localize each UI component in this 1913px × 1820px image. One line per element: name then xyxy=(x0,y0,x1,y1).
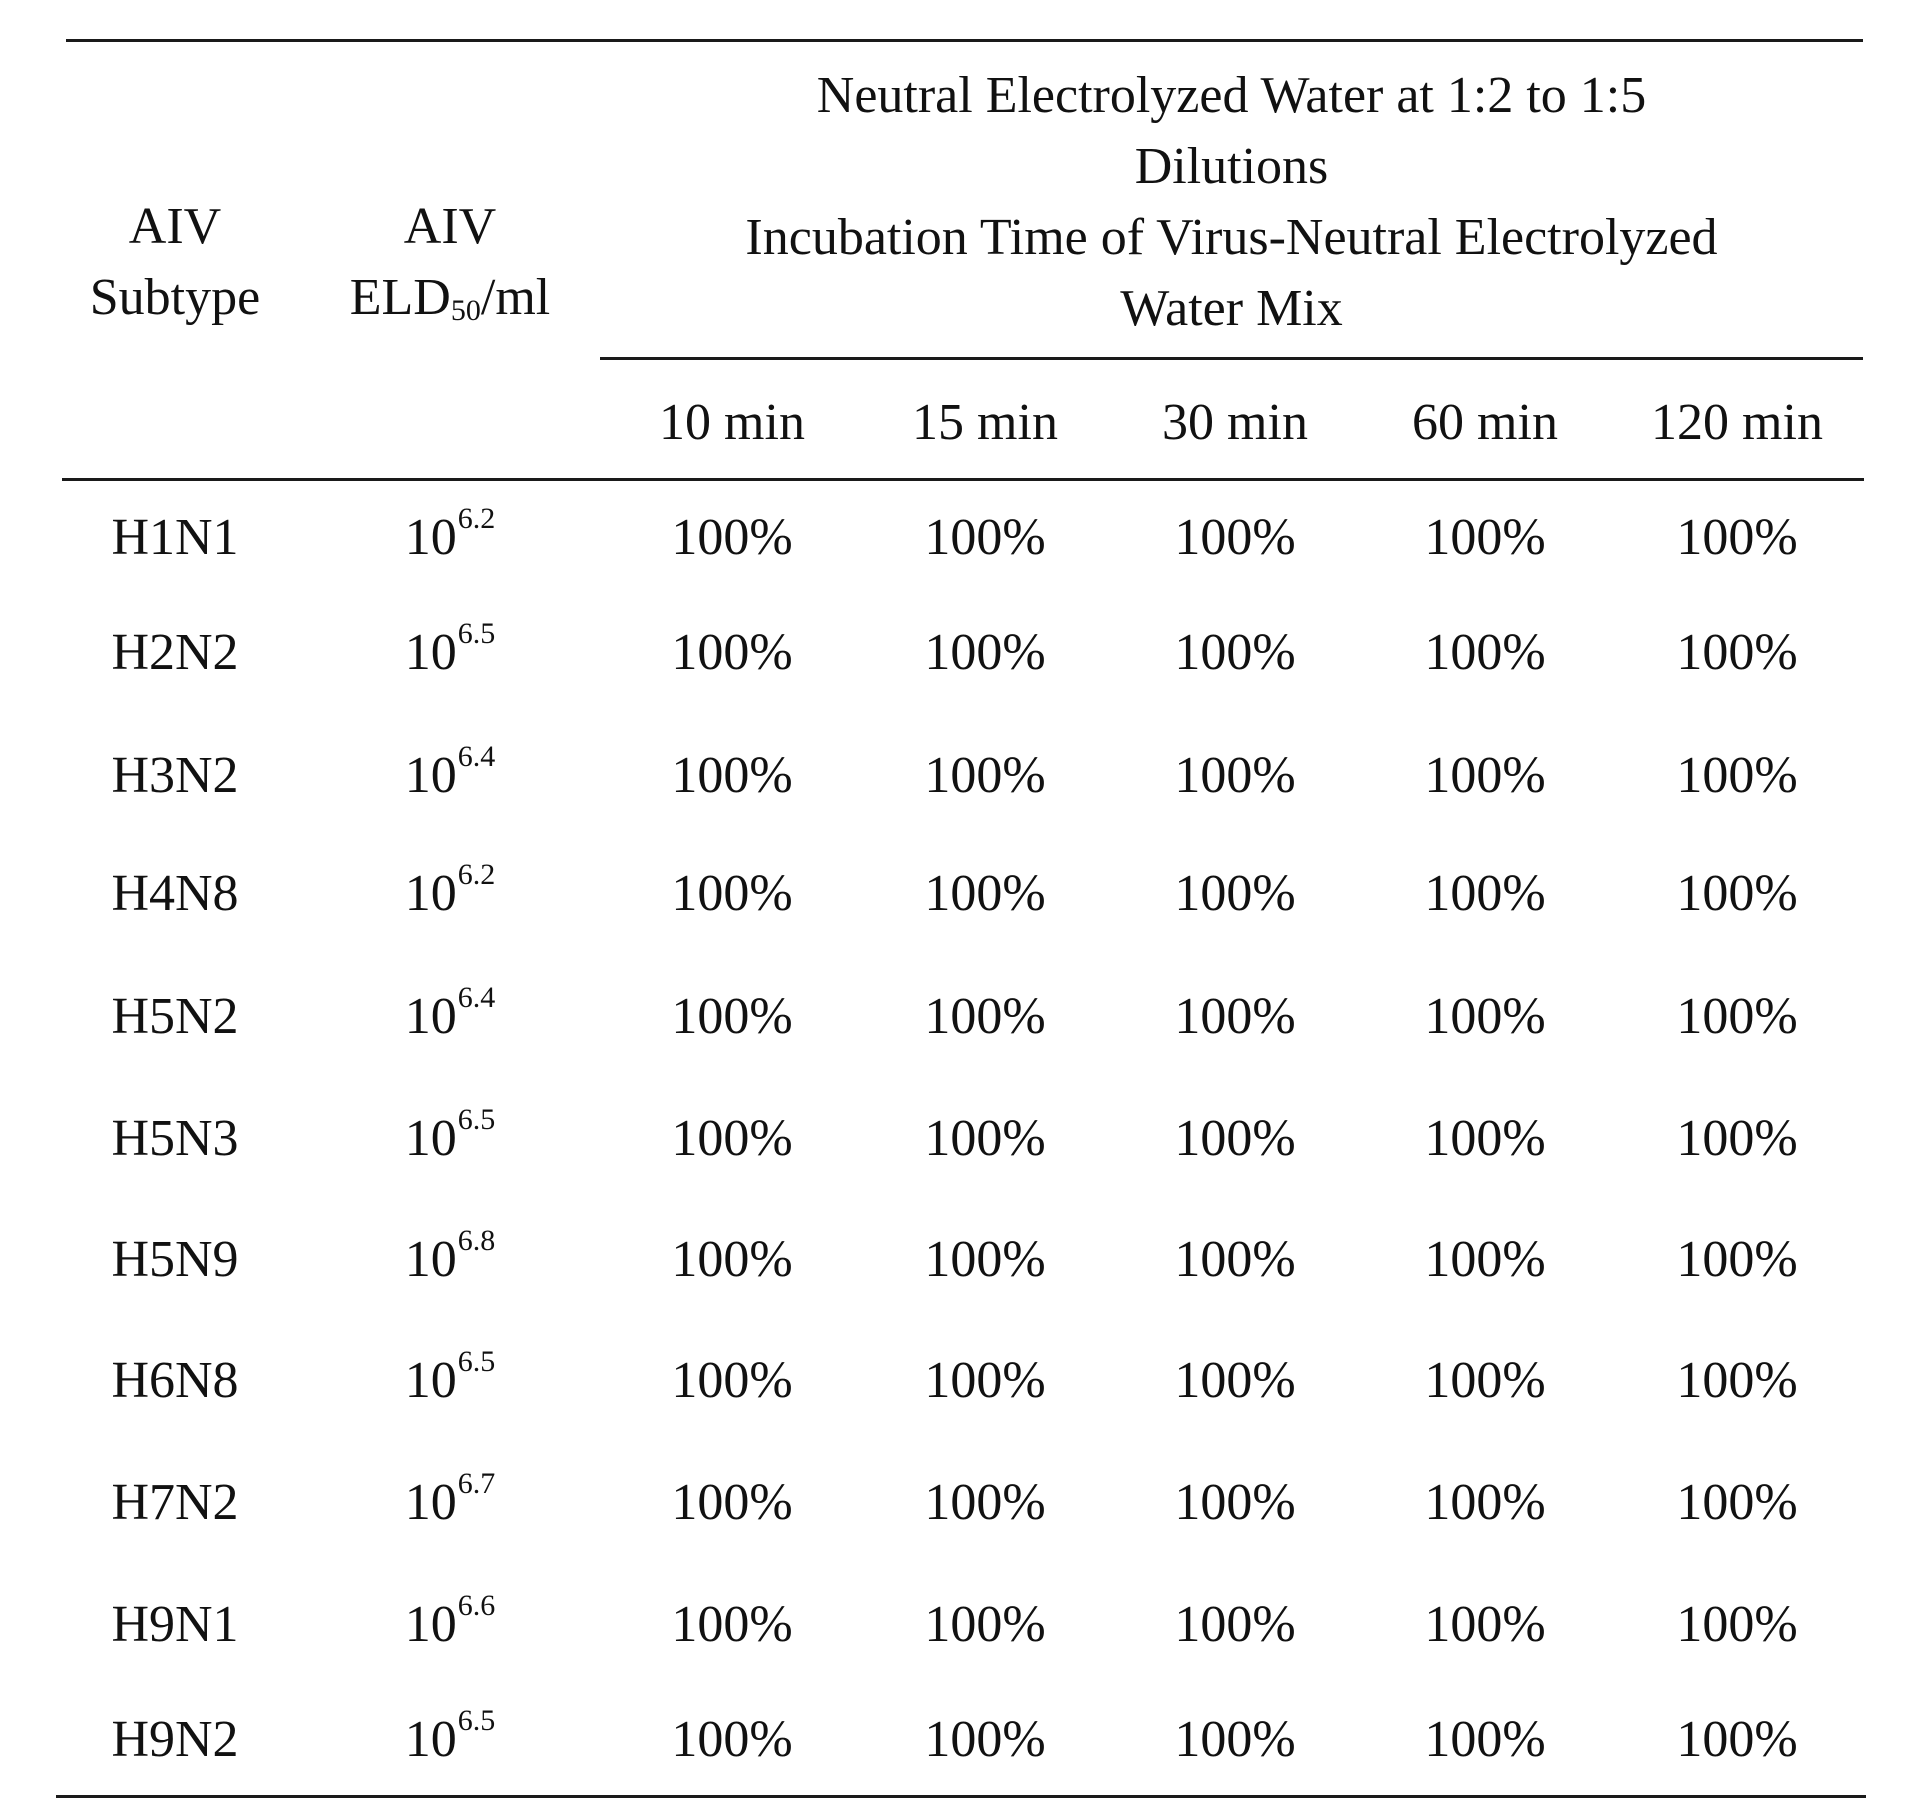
cell-inactivation: 100% xyxy=(1424,1474,1546,1531)
cell-inactivation: 100% xyxy=(671,624,793,681)
header-subtype-line1: AIV xyxy=(128,198,222,255)
cell-inactivation: 100% xyxy=(1424,1352,1546,1409)
cell-inactivation: 100% xyxy=(1676,509,1798,566)
cell-inactivation: 100% xyxy=(924,1474,1046,1531)
cell-inactivation: 100% xyxy=(1424,509,1546,566)
cell-inactivation: 100% xyxy=(671,1596,793,1653)
cell-inactivation: 100% xyxy=(924,1596,1046,1653)
cell-eld xyxy=(305,503,595,573)
cell-eld xyxy=(305,1225,595,1295)
cell-eld xyxy=(305,618,595,688)
cell-subtype: H4N8 xyxy=(111,865,239,922)
cell-eld-base: 10 xyxy=(404,988,457,1045)
cell-inactivation: 100% xyxy=(671,865,793,922)
cell-eld-exponent: 6.6 xyxy=(457,1589,496,1622)
cell-inactivation: 100% xyxy=(1174,1110,1296,1167)
cell-subtype: H5N3 xyxy=(111,1110,239,1167)
cell-inactivation: 100% xyxy=(1424,1596,1546,1653)
cell-inactivation: 100% xyxy=(1676,624,1798,681)
cell-inactivation: 100% xyxy=(1174,747,1296,804)
cell-eld-base: 10 xyxy=(404,1711,457,1768)
cell-inactivation: 100% xyxy=(671,1110,793,1167)
cell-eld xyxy=(305,741,595,811)
cell-inactivation: 100% xyxy=(924,509,1046,566)
cell-eld-base: 10 xyxy=(404,1110,457,1167)
cell-eld-base: 10 xyxy=(404,1352,457,1409)
cell-inactivation: 100% xyxy=(1424,1110,1546,1167)
header-group-line2: Dilutions xyxy=(1134,138,1329,195)
cell-inactivation: 100% xyxy=(1424,1231,1546,1288)
cell-inactivation: 100% xyxy=(1676,1110,1798,1167)
cell-inactivation: 100% xyxy=(1174,1474,1296,1531)
header-group xyxy=(600,60,1863,344)
cell-eld-exponent: 6.5 xyxy=(457,1103,496,1136)
cell-inactivation: 100% xyxy=(671,988,793,1045)
header-time: 15 min xyxy=(912,394,1058,451)
header-eld-unit: /ml xyxy=(480,269,551,326)
cell-inactivation: 100% xyxy=(1174,988,1296,1045)
cell-eld-exponent: 6.2 xyxy=(457,502,496,535)
cell-eld xyxy=(305,859,595,929)
cell-subtype: H1N1 xyxy=(111,509,239,566)
cell-subtype: H6N8 xyxy=(111,1352,239,1409)
cell-eld xyxy=(305,1346,595,1416)
header-eld-line1: AIV xyxy=(403,198,497,255)
cell-subtype: H5N9 xyxy=(111,1231,239,1288)
cell-eld-exponent: 6.4 xyxy=(457,981,496,1014)
cell-inactivation: 100% xyxy=(924,747,1046,804)
cell-eld-base: 10 xyxy=(404,865,457,922)
cell-inactivation: 100% xyxy=(671,1231,793,1288)
cell-eld xyxy=(305,1705,595,1775)
cell-eld-exponent: 6.5 xyxy=(457,1704,496,1737)
cell-inactivation: 100% xyxy=(1676,1711,1798,1768)
cell-inactivation: 100% xyxy=(1174,509,1296,566)
cell-inactivation: 100% xyxy=(671,509,793,566)
cell-eld-base: 10 xyxy=(404,1596,457,1653)
header-subtype xyxy=(55,191,295,333)
cell-eld-exponent: 6.2 xyxy=(457,858,496,891)
cell-inactivation: 100% xyxy=(924,1352,1046,1409)
cell-eld-base: 10 xyxy=(404,747,457,804)
cell-inactivation: 100% xyxy=(1174,1231,1296,1288)
header-eld-subscript: 50 xyxy=(450,294,481,327)
cell-subtype: H3N2 xyxy=(111,747,239,804)
cell-inactivation: 100% xyxy=(1676,1596,1798,1653)
cell-inactivation: 100% xyxy=(1676,988,1798,1045)
cell-inactivation: 100% xyxy=(1174,1352,1296,1409)
cell-eld-base: 10 xyxy=(404,1231,457,1288)
cell-inactivation: 100% xyxy=(1676,1474,1798,1531)
header-subtype-line2: Subtype xyxy=(89,269,261,326)
header-time: 30 min xyxy=(1162,394,1308,451)
cell-eld-exponent: 6.5 xyxy=(457,1345,496,1378)
header-eld xyxy=(305,191,595,333)
cell-inactivation: 100% xyxy=(1676,747,1798,804)
cell-subtype: H7N2 xyxy=(111,1474,239,1531)
cell-inactivation: 100% xyxy=(924,1711,1046,1768)
header-time: 10 min xyxy=(659,394,805,451)
cell-subtype: H2N2 xyxy=(111,624,239,681)
cell-eld xyxy=(305,1468,595,1538)
cell-inactivation: 100% xyxy=(1676,865,1798,922)
header-bottom-rule xyxy=(62,478,1864,481)
table-bottom-rule xyxy=(56,1795,1866,1798)
cell-inactivation: 100% xyxy=(1676,1231,1798,1288)
cell-inactivation: 100% xyxy=(1424,747,1546,804)
cell-inactivation: 100% xyxy=(671,747,793,804)
cell-inactivation: 100% xyxy=(924,865,1046,922)
header-group-line3: Incubation Time of Virus-Neutral Electrolyzed xyxy=(745,209,1718,266)
group-header-rule xyxy=(600,357,1863,360)
cell-inactivation: 100% xyxy=(924,624,1046,681)
cell-inactivation: 100% xyxy=(924,1231,1046,1288)
cell-inactivation: 100% xyxy=(924,988,1046,1045)
header-eld-main: ELD xyxy=(349,269,451,326)
cell-inactivation: 100% xyxy=(1424,988,1546,1045)
cell-inactivation: 100% xyxy=(671,1474,793,1531)
cell-inactivation: 100% xyxy=(1424,624,1546,681)
cell-inactivation: 100% xyxy=(1676,1352,1798,1409)
cell-inactivation: 100% xyxy=(1174,1596,1296,1653)
header-group-line4: Water Mix xyxy=(1120,280,1343,337)
cell-subtype: H5N2 xyxy=(111,988,239,1045)
cell-eld-base: 10 xyxy=(404,1474,457,1531)
cell-inactivation: 100% xyxy=(1424,865,1546,922)
table-top-rule xyxy=(66,39,1863,42)
cell-eld xyxy=(305,1104,595,1174)
cell-eld xyxy=(305,982,595,1052)
cell-subtype: H9N2 xyxy=(111,1711,239,1768)
cell-inactivation: 100% xyxy=(924,1110,1046,1167)
cell-eld-base: 10 xyxy=(404,509,457,566)
header-group-line1: Neutral Electrolyzed Water at 1:2 to 1:5 xyxy=(816,67,1647,124)
cell-eld-exponent: 6.4 xyxy=(457,740,496,773)
cell-inactivation: 100% xyxy=(1174,624,1296,681)
cell-eld-base: 10 xyxy=(404,624,457,681)
header-eld-line2 xyxy=(305,262,595,333)
cell-subtype: H9N1 xyxy=(111,1596,239,1653)
cell-eld xyxy=(305,1590,595,1660)
cell-eld-exponent: 6.8 xyxy=(457,1224,496,1257)
header-time: 120 min xyxy=(1651,394,1823,451)
header-time: 60 min xyxy=(1412,394,1558,451)
cell-inactivation: 100% xyxy=(1174,1711,1296,1768)
cell-eld-exponent: 6.5 xyxy=(457,617,496,650)
cell-inactivation: 100% xyxy=(1424,1711,1546,1768)
cell-inactivation: 100% xyxy=(1174,865,1296,922)
cell-eld-exponent: 6.7 xyxy=(457,1467,496,1500)
cell-inactivation: 100% xyxy=(671,1352,793,1409)
cell-inactivation: 100% xyxy=(671,1711,793,1768)
